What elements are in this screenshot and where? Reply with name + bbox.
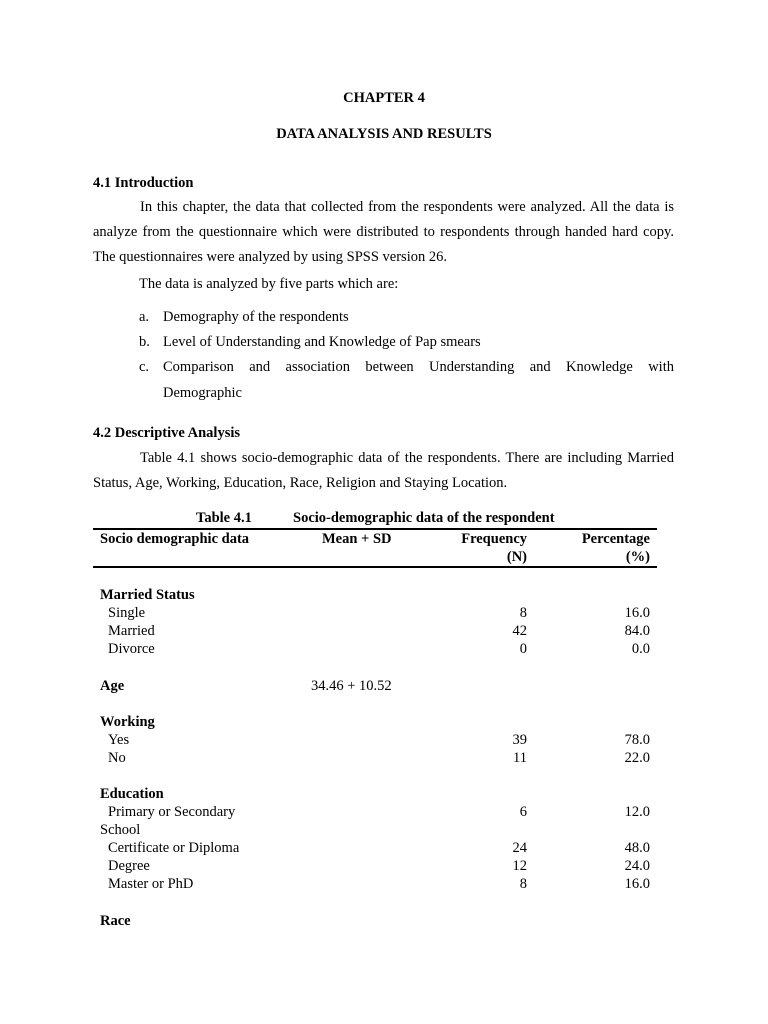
group-heading-age: Age bbox=[100, 678, 125, 694]
list-item-marker: b. bbox=[139, 334, 150, 350]
list-item-marker: a. bbox=[139, 309, 150, 325]
group-heading-race: Race bbox=[100, 913, 131, 929]
table-row-label: Divorce bbox=[108, 641, 155, 657]
table-row-label: Married bbox=[108, 623, 155, 639]
table-row-frequency: 8 bbox=[519, 605, 527, 621]
table-row-percentage: 0.0 bbox=[631, 641, 650, 657]
descriptive-paragraph bbox=[93, 446, 674, 496]
intro-parts-sentence: The data is analyzed by five parts which are: bbox=[139, 276, 399, 292]
table-row-frequency: 42 bbox=[512, 623, 527, 639]
group-heading-education: Education bbox=[100, 786, 164, 802]
section-heading-introduction: 4.1 Introduction bbox=[93, 175, 194, 191]
column-header-percentage-unit: (%) bbox=[625, 549, 650, 565]
list-item-text: Demography of the respondents bbox=[163, 309, 349, 325]
list-item-text: Comparison and association between Understanding and Knowledge with bbox=[163, 359, 674, 375]
table-row-label: Master or PhD bbox=[108, 876, 194, 892]
table-row-frequency: 39 bbox=[512, 732, 527, 748]
column-header-frequency-unit: (N) bbox=[506, 549, 527, 565]
group-heading-married-status: Married Status bbox=[100, 587, 195, 603]
table-row-frequency: 8 bbox=[519, 876, 527, 892]
descriptive-paragraph-text: Table 4.1 shows socio-demographic data of the respondents. There are including Married Status, Age, Working, Education, Race, Religion and Staying Location. bbox=[93, 450, 674, 491]
table-row-label-continuation: School bbox=[100, 822, 141, 838]
list-item-text: Demographic bbox=[163, 385, 242, 401]
table-row-frequency: 6 bbox=[519, 804, 527, 820]
table-row-frequency: 12 bbox=[512, 858, 527, 874]
chapter-title: DATA ANALYSIS AND RESULTS bbox=[276, 126, 492, 142]
chapter-number: CHAPTER 4 bbox=[343, 90, 425, 106]
table-row-frequency: 11 bbox=[513, 750, 527, 766]
section-heading-descriptive-analysis: 4.2 Descriptive Analysis bbox=[93, 425, 241, 441]
table-row-frequency: 0 bbox=[519, 641, 527, 657]
column-header-percentage: Percentage bbox=[581, 531, 650, 547]
table-row-label: Primary or Secondary bbox=[108, 804, 236, 820]
table-row-percentage: 24.0 bbox=[624, 858, 650, 874]
list-item-text: Level of Understanding and Knowledge of Pap smears bbox=[163, 334, 481, 350]
table-caption-title: Socio-demographic data of the respondent bbox=[293, 510, 555, 526]
table-row-label: Certificate or Diploma bbox=[108, 840, 240, 856]
table-row-percentage: 16.0 bbox=[624, 605, 650, 621]
table-row-percentage: 48.0 bbox=[624, 840, 650, 856]
group-heading-working: Working bbox=[100, 714, 155, 730]
table-caption-number: Table 4.1 bbox=[196, 510, 252, 526]
table-row-frequency: 24 bbox=[512, 840, 527, 856]
list-item-marker: c. bbox=[139, 359, 150, 375]
table-row-label: No bbox=[108, 750, 126, 766]
column-header-label: Socio demographic data bbox=[100, 531, 250, 547]
intro-paragraph bbox=[93, 195, 674, 270]
column-header-frequency: Frequency bbox=[461, 531, 527, 547]
intro-paragraph-text: In this chapter, the data that collected from the respondents were analyzed. All the data is analyze from the questionnaire which were distributed to respondents through handed hard copy. The questionnaires were analyzed by using SPSS version 26. bbox=[93, 199, 674, 265]
age-mean-sd: 34.46 + 10.52 bbox=[311, 678, 392, 694]
table-row-percentage: 12.0 bbox=[624, 804, 650, 820]
table-row-percentage: 22.0 bbox=[624, 750, 650, 766]
table-row-label: Degree bbox=[108, 858, 150, 874]
column-header-mean: Mean + SD bbox=[322, 531, 392, 547]
table-header-rule bbox=[93, 566, 657, 568]
table-row-percentage: 78.0 bbox=[624, 732, 650, 748]
table-row-percentage: 16.0 bbox=[624, 876, 650, 892]
table-row-label: Yes bbox=[108, 732, 130, 748]
table-row-label: Single bbox=[108, 605, 146, 621]
table-row-percentage: 84.0 bbox=[624, 623, 650, 639]
